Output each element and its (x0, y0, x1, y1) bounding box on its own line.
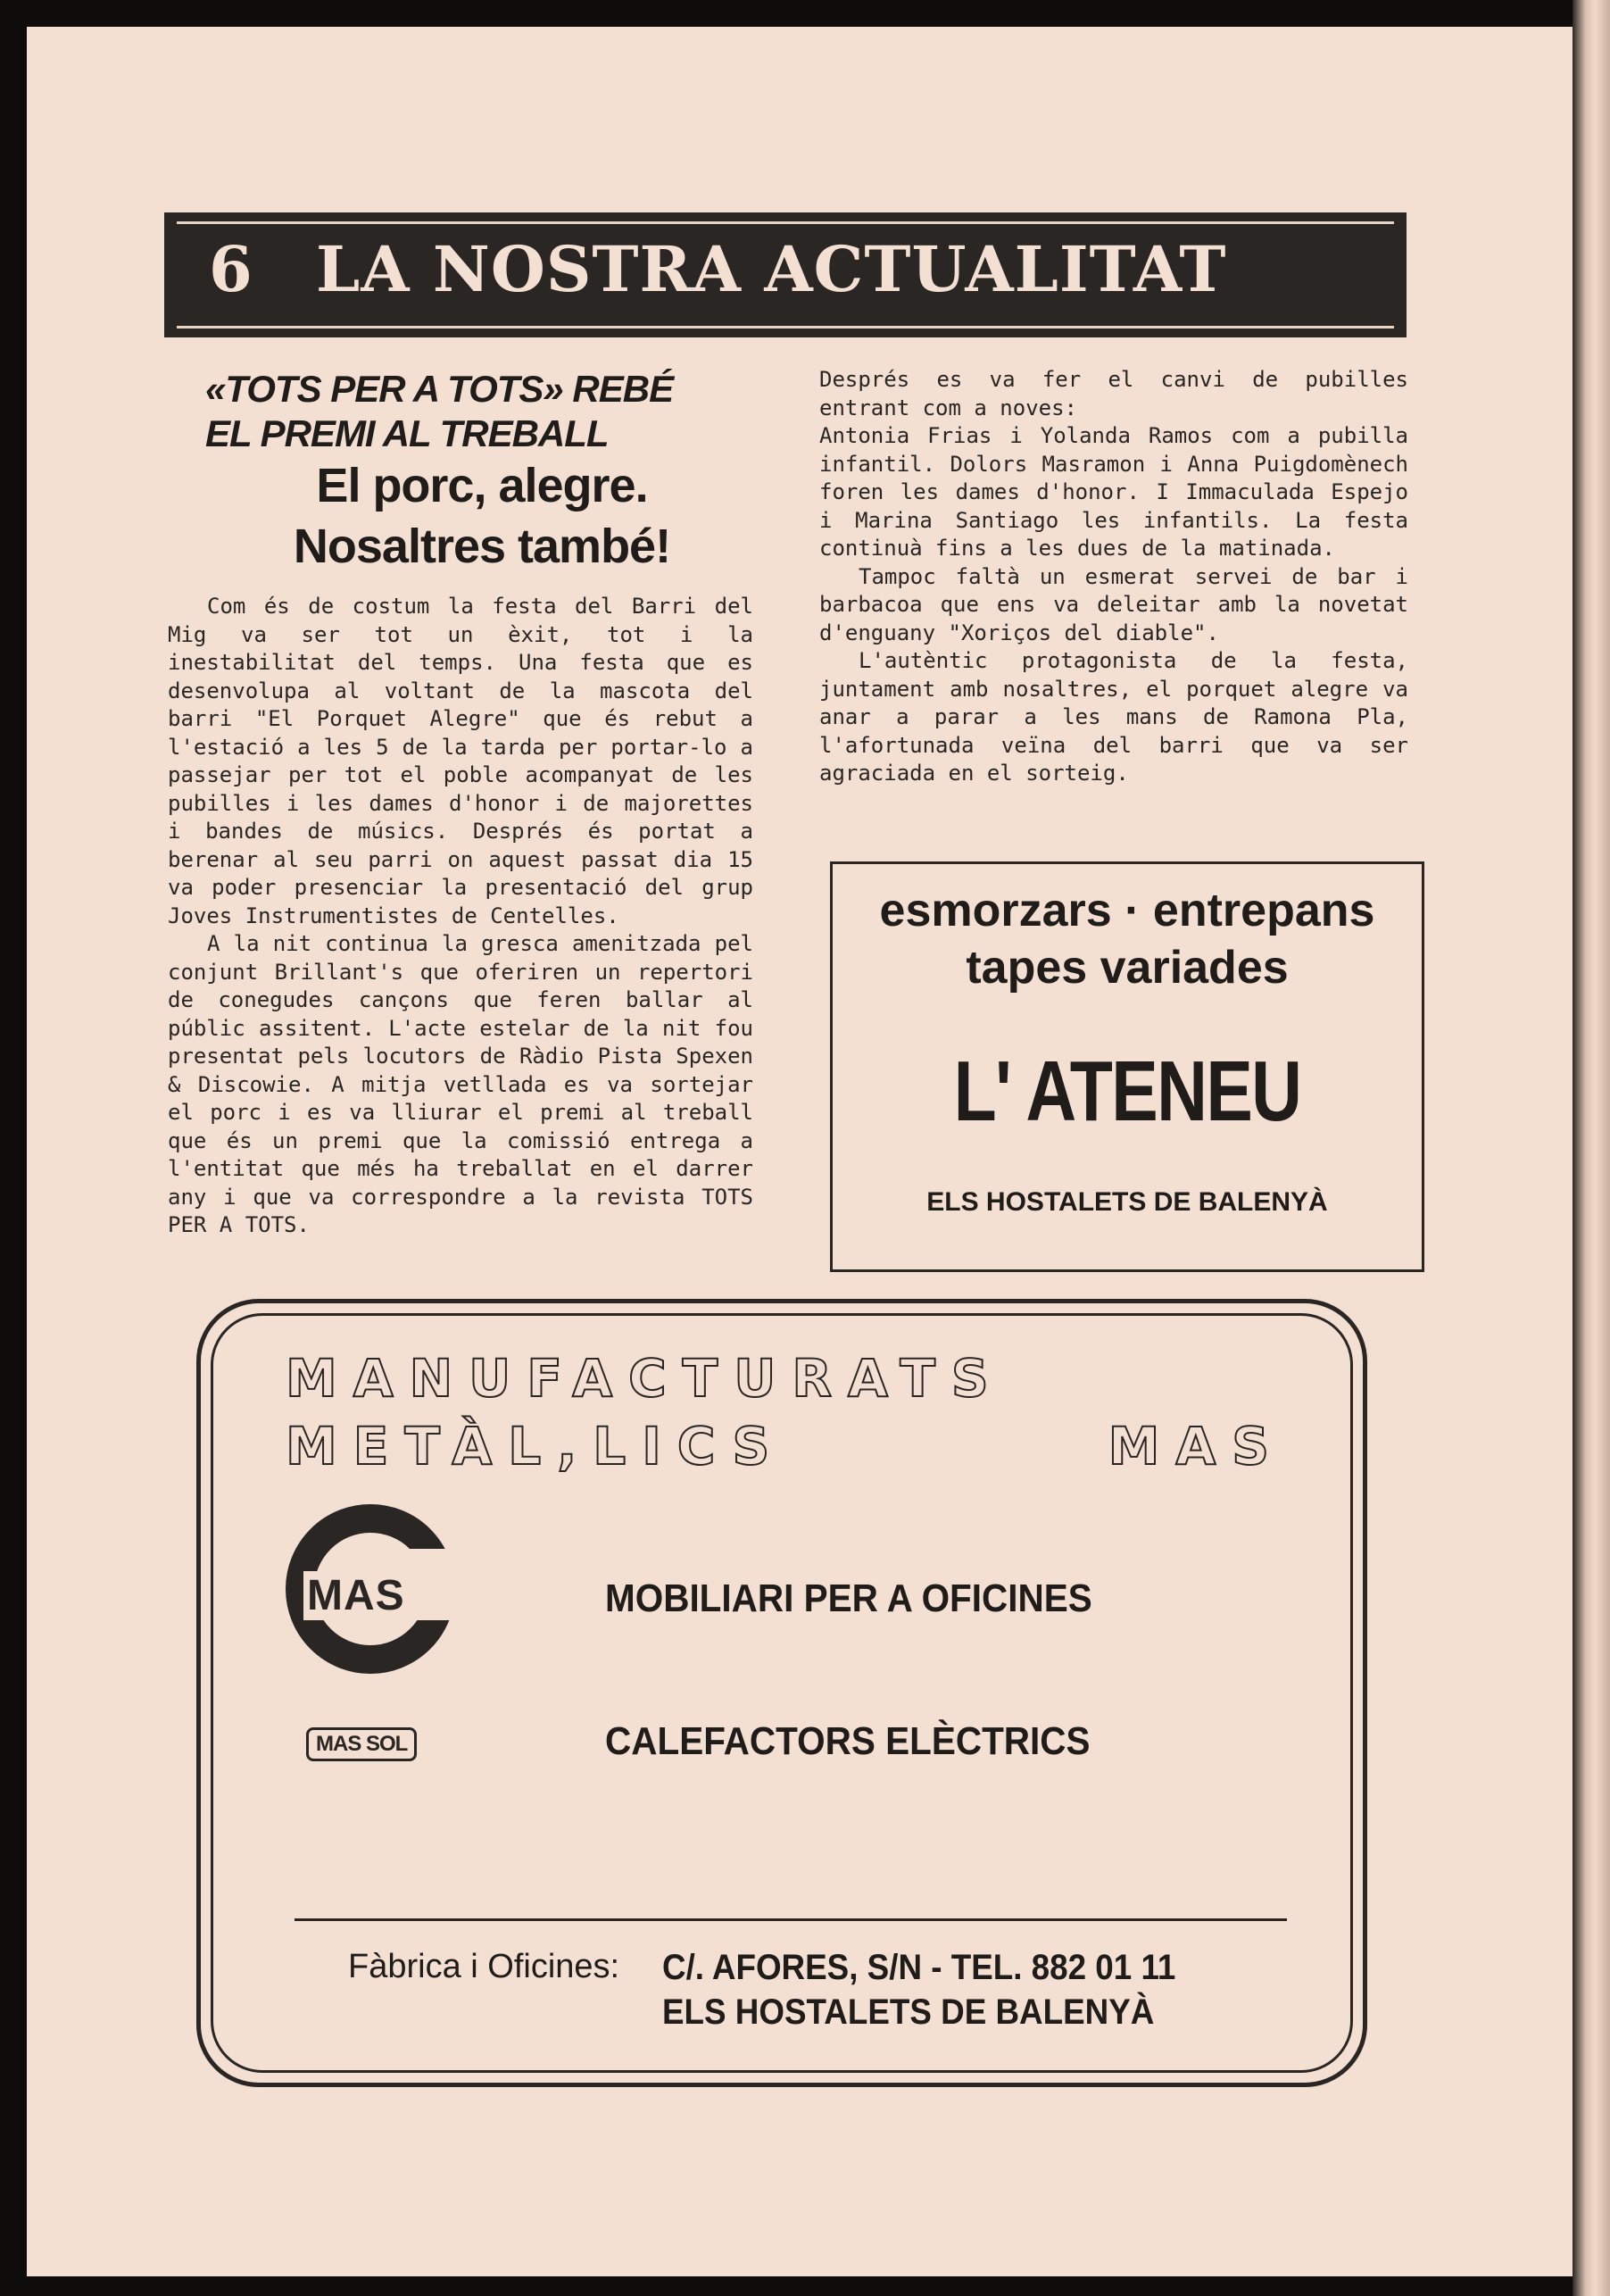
ad-mas-address-line2: ELS HOSTALETS DE BALENYÀ (662, 1992, 1155, 2032)
article-kicker-line2: EL PREMI AL TREBALL (205, 412, 609, 454)
article-paragraph: L'autèntic protagonista de la festa, juntament amb nosaltres, el porquet alegre va anar a parar a les mans de Ramona Pla, l'afortunada veïna del barri que va ser agraciada en el sorteig. (819, 648, 1408, 786)
article-paragraph: Antonia Frias i Yolanda Ramos com a pubilla infantil. Dolors Masramon i Anna Puigdomènech foren les dames d'honor. I Immaculada Espejo i Marina Santiago les infantils. La festa continuà fins a les dues de la matinada. (819, 423, 1408, 561)
page-number: 6 (209, 232, 253, 306)
article-column-right (819, 366, 1408, 788)
ad-ateneu-line1: esmorzars · entrepans (879, 885, 1375, 936)
section-masthead (164, 212, 1407, 337)
masthead-rule-top (177, 221, 1394, 224)
article-column-left (168, 593, 753, 1240)
ad-mas-address-label: Fàbrica i Oficines: (348, 1948, 620, 1985)
ad-mas-title-line1: MANUFACTURATS (286, 1348, 1005, 1409)
ad-ateneu-place: ELS HOSTALETS DE BALENYÀ (926, 1187, 1328, 1217)
ad-ateneu-brand: L' ATENEU (953, 1044, 1301, 1139)
ad-mas-title-line2: METÀL,LICS MAS (286, 1416, 1285, 1477)
article-kicker-line1: «TOTS PER A TOTS» REBÉ (205, 368, 674, 410)
article-paragraph: A la nit continua la gresca amenitzada pel conjunt Brillant's que oferiren un repertori de conegudes cançons que feren ballar al públic assitent. L'acte estelar de la nit fou presentat pels locutors de Ràdio Pista Spexen & Discowie. A mitja vetllada es va sortejar el porc i es va lliurar el premi al treball que és un premi que la comissió entrega a l'entitat que més ha treballat en el darrer any i que va correspondre a la revista TOTS PER A TOTS. (168, 931, 753, 1237)
article-headline-line2: Nosaltres també! (293, 520, 671, 573)
mas-sol-logo: MAS SOL (306, 1727, 417, 1761)
ad-mas-product-1: MOBILIARI PER A OFICINES (605, 1576, 1092, 1620)
ad-mas-divider (295, 1918, 1287, 1921)
section-title: LA NOSTRA ACTUALITAT (316, 232, 1227, 306)
ad-ateneu-line2: tapes variades (966, 942, 1289, 994)
article-headline-line1: El porc, alegre. (316, 459, 648, 512)
page-spine (1573, 0, 1610, 2296)
article-paragraph: Després es va fer el canvi de pubilles entrant com a noves: (819, 367, 1408, 420)
advertisement-ateneu (830, 861, 1424, 1272)
article-paragraph: Tampoc faltà un esmerat servei de bar i barbacoa que ens va deleitar amb la novetat d'enguany "Xoriços del diable". (819, 563, 1408, 645)
article-paragraph: Com és de costum la festa del Barri del Mig va ser tot un èxit, tot i la inestabilitat del temps. Una festa que es desenvolupa al voltant de la mascota del barri "El Porquet Alegre" que és rebut a l'estació a les 5 de la tarda per portar-lo a passejar per tot el poble acompanyat de les pubilles i les dames d'honor i de majorettes i bandes de músics. Després és portat a berenar al seu parri on aquest passat dia 15 va poder presenciar la presentació del grup Joves Instrumentistes de Centelles. (168, 594, 753, 928)
ad-mas-address-line1: C/. AFORES, S/N - TEL. 882 01 11 (662, 1948, 1176, 1987)
mas-logo-text: MAS (303, 1571, 409, 1620)
ad-mas-product-2: CALEFACTORS ELÈCTRICS (605, 1719, 1091, 1763)
masthead-rule-bottom (177, 326, 1394, 329)
